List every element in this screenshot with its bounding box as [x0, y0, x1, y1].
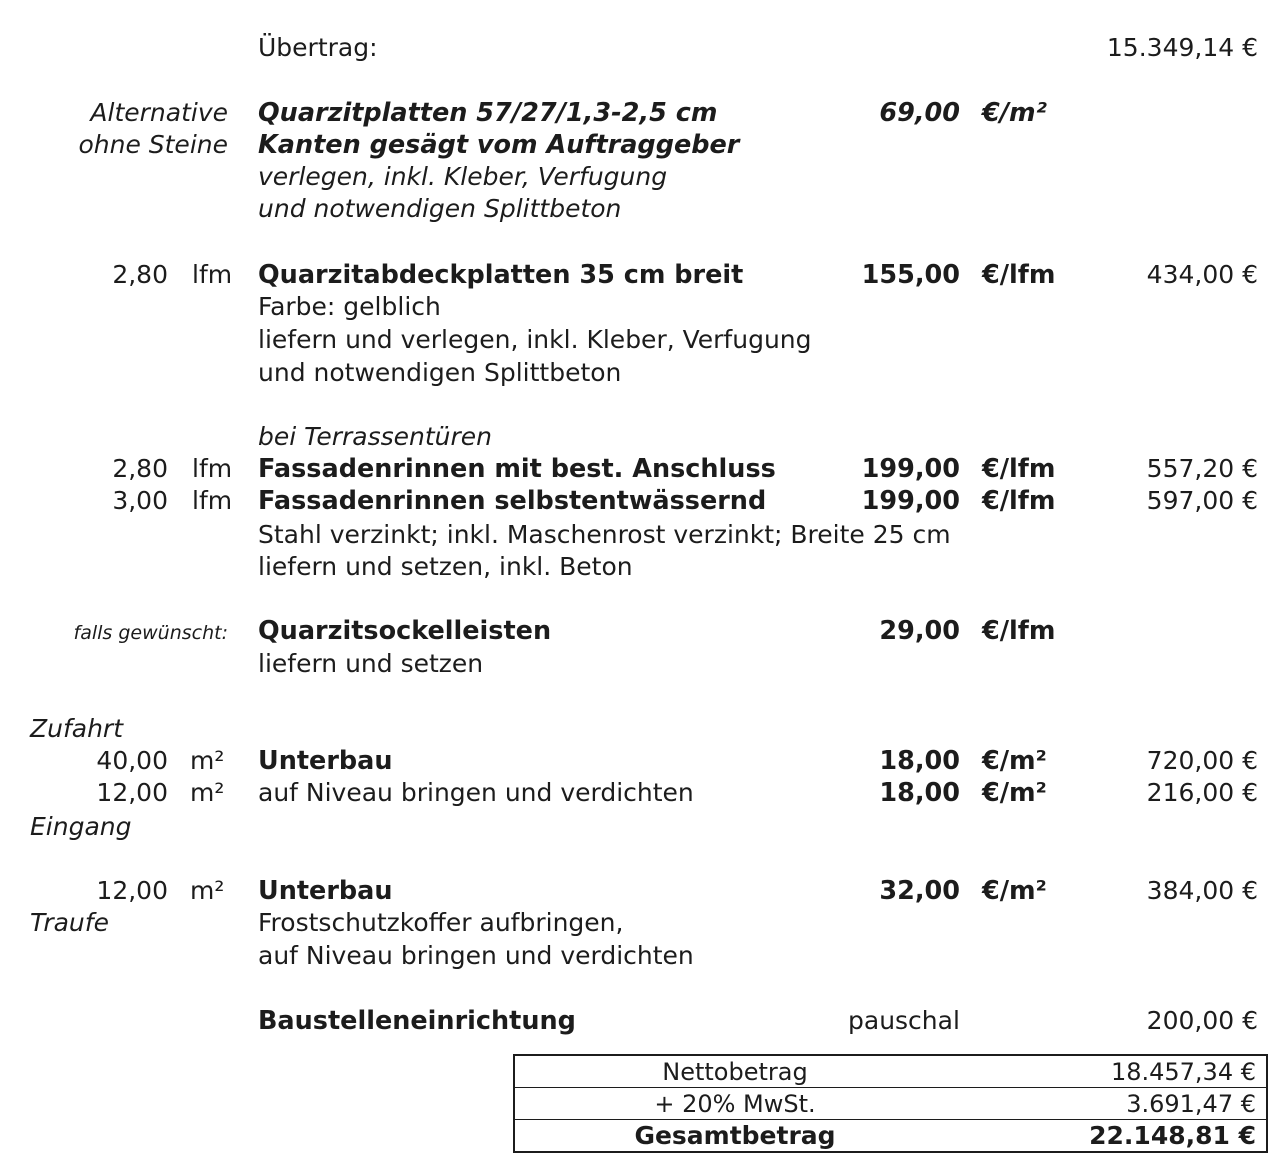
gross-amount: 22.148,81 € — [1089, 1121, 1256, 1150]
item-qty-unit: lfm — [192, 260, 233, 289]
carryover-label: Übertrag: — [258, 33, 378, 62]
alt-item-desc: verlegen, inkl. Kleber, Verfugung — [258, 162, 668, 191]
item-qty: 12,00 — [96, 778, 168, 807]
item-price: 18,00 — [879, 778, 960, 808]
item-unit: €/m² — [982, 876, 1047, 906]
item-desc: liefern und setzen — [258, 649, 484, 678]
item-price: 155,00 — [861, 260, 960, 290]
item-qty-unit: m² — [190, 746, 225, 775]
vat-row — [515, 1088, 1266, 1120]
item-unit: €/lfm — [982, 616, 1056, 646]
item-price: 32,00 — [879, 876, 960, 906]
item-title: Fassadenrinnen mit best. Anschluss — [258, 454, 776, 484]
section-header: Eingang — [30, 812, 132, 841]
alt-item-unit: €/m² — [982, 98, 1047, 128]
item-desc: liefern und verlegen, inkl. Kleber, Verfugung — [258, 325, 812, 354]
alt-item-price: 69,00 — [879, 98, 960, 128]
item-desc: Farbe: gelblich — [258, 292, 441, 321]
item-amount: 200,00 € — [1146, 1006, 1258, 1035]
item-price: 199,00 — [861, 486, 960, 516]
item-amount: 557,20 € — [1146, 454, 1258, 483]
section-header: Traufe — [30, 908, 109, 937]
alt-item-title: Quarzitplatten 57/27/1,3-2,5 cm — [258, 98, 718, 128]
item-desc: Frostschutzkoffer aufbringen, — [258, 908, 624, 937]
section-header: bei Terrassentüren — [258, 422, 493, 451]
item-qty: 40,00 — [96, 746, 168, 775]
item-desc: Stahl verzinkt; inkl. Maschenrost verzinkt; Breite 25 cm — [258, 520, 951, 549]
item-title: Unterbau — [258, 876, 393, 906]
item-desc: liefern und setzen, inkl. Beton — [258, 552, 633, 581]
item-amount: 384,00 € — [1146, 876, 1258, 905]
item-amount: 216,00 € — [1146, 778, 1258, 807]
net-row — [515, 1056, 1266, 1088]
item-qty-unit: m² — [190, 778, 225, 807]
vat-amount: 3.691,47 € — [1126, 1090, 1256, 1118]
item-qty-unit: m² — [190, 876, 225, 905]
alt-item-subtitle: Kanten gesägt vom Auftraggeber — [258, 130, 740, 160]
item-qty: 2,80 — [112, 260, 168, 289]
item-qty: 2,80 — [112, 454, 168, 483]
net-label: Nettobetrag — [662, 1058, 808, 1086]
item-title: Baustelleneinrichtung — [258, 1006, 576, 1036]
item-unit: €/m² — [982, 746, 1047, 776]
item-desc: auf Niveau bringen und verdichten — [258, 941, 694, 970]
totals-box — [513, 1054, 1268, 1153]
gross-label: Gesamtbetrag — [634, 1121, 836, 1150]
item-title: Fassadenrinnen selbstentwässernd — [258, 486, 767, 516]
item-title: Unterbau — [258, 746, 393, 776]
alt-side-label: Alternative — [90, 98, 228, 127]
item-qty: 12,00 — [96, 876, 168, 905]
item-amount: 597,00 € — [1146, 486, 1258, 515]
item-qty-unit: lfm — [192, 486, 233, 515]
item-qty-unit: lfm — [192, 454, 233, 483]
item-price: 18,00 — [879, 746, 960, 776]
gross-row — [515, 1120, 1266, 1152]
item-qty: 3,00 — [112, 486, 168, 515]
item-unit: €/lfm — [982, 454, 1056, 484]
item-price-label: pauschal — [848, 1006, 960, 1035]
item-price: 199,00 — [861, 454, 960, 484]
item-amount: 720,00 € — [1146, 746, 1258, 775]
item-unit: €/lfm — [982, 486, 1056, 516]
item-unit: €/m² — [982, 778, 1047, 808]
item-desc: auf Niveau bringen und verdichten — [258, 778, 694, 807]
item-desc: und notwendigen Splittbeton — [258, 358, 622, 387]
section-header: Zufahrt — [30, 714, 124, 743]
item-title: Quarzitsockelleisten — [258, 616, 552, 646]
item-amount: 434,00 € — [1146, 260, 1258, 289]
net-amount: 18.457,34 € — [1110, 1058, 1256, 1086]
item-title: Quarzitabdeckplatten 35 cm breit — [258, 260, 744, 290]
item-unit: €/lfm — [982, 260, 1056, 290]
alt-side-label: ohne Steine — [78, 130, 228, 159]
vat-label: + 20% MwSt. — [654, 1090, 816, 1118]
carryover-amount: 15.349,14 € — [1106, 33, 1258, 62]
alt-item-desc: und notwendigen Splittbeton — [258, 194, 622, 223]
optional-note: falls gewünscht: — [73, 622, 228, 644]
item-price: 29,00 — [879, 616, 960, 646]
